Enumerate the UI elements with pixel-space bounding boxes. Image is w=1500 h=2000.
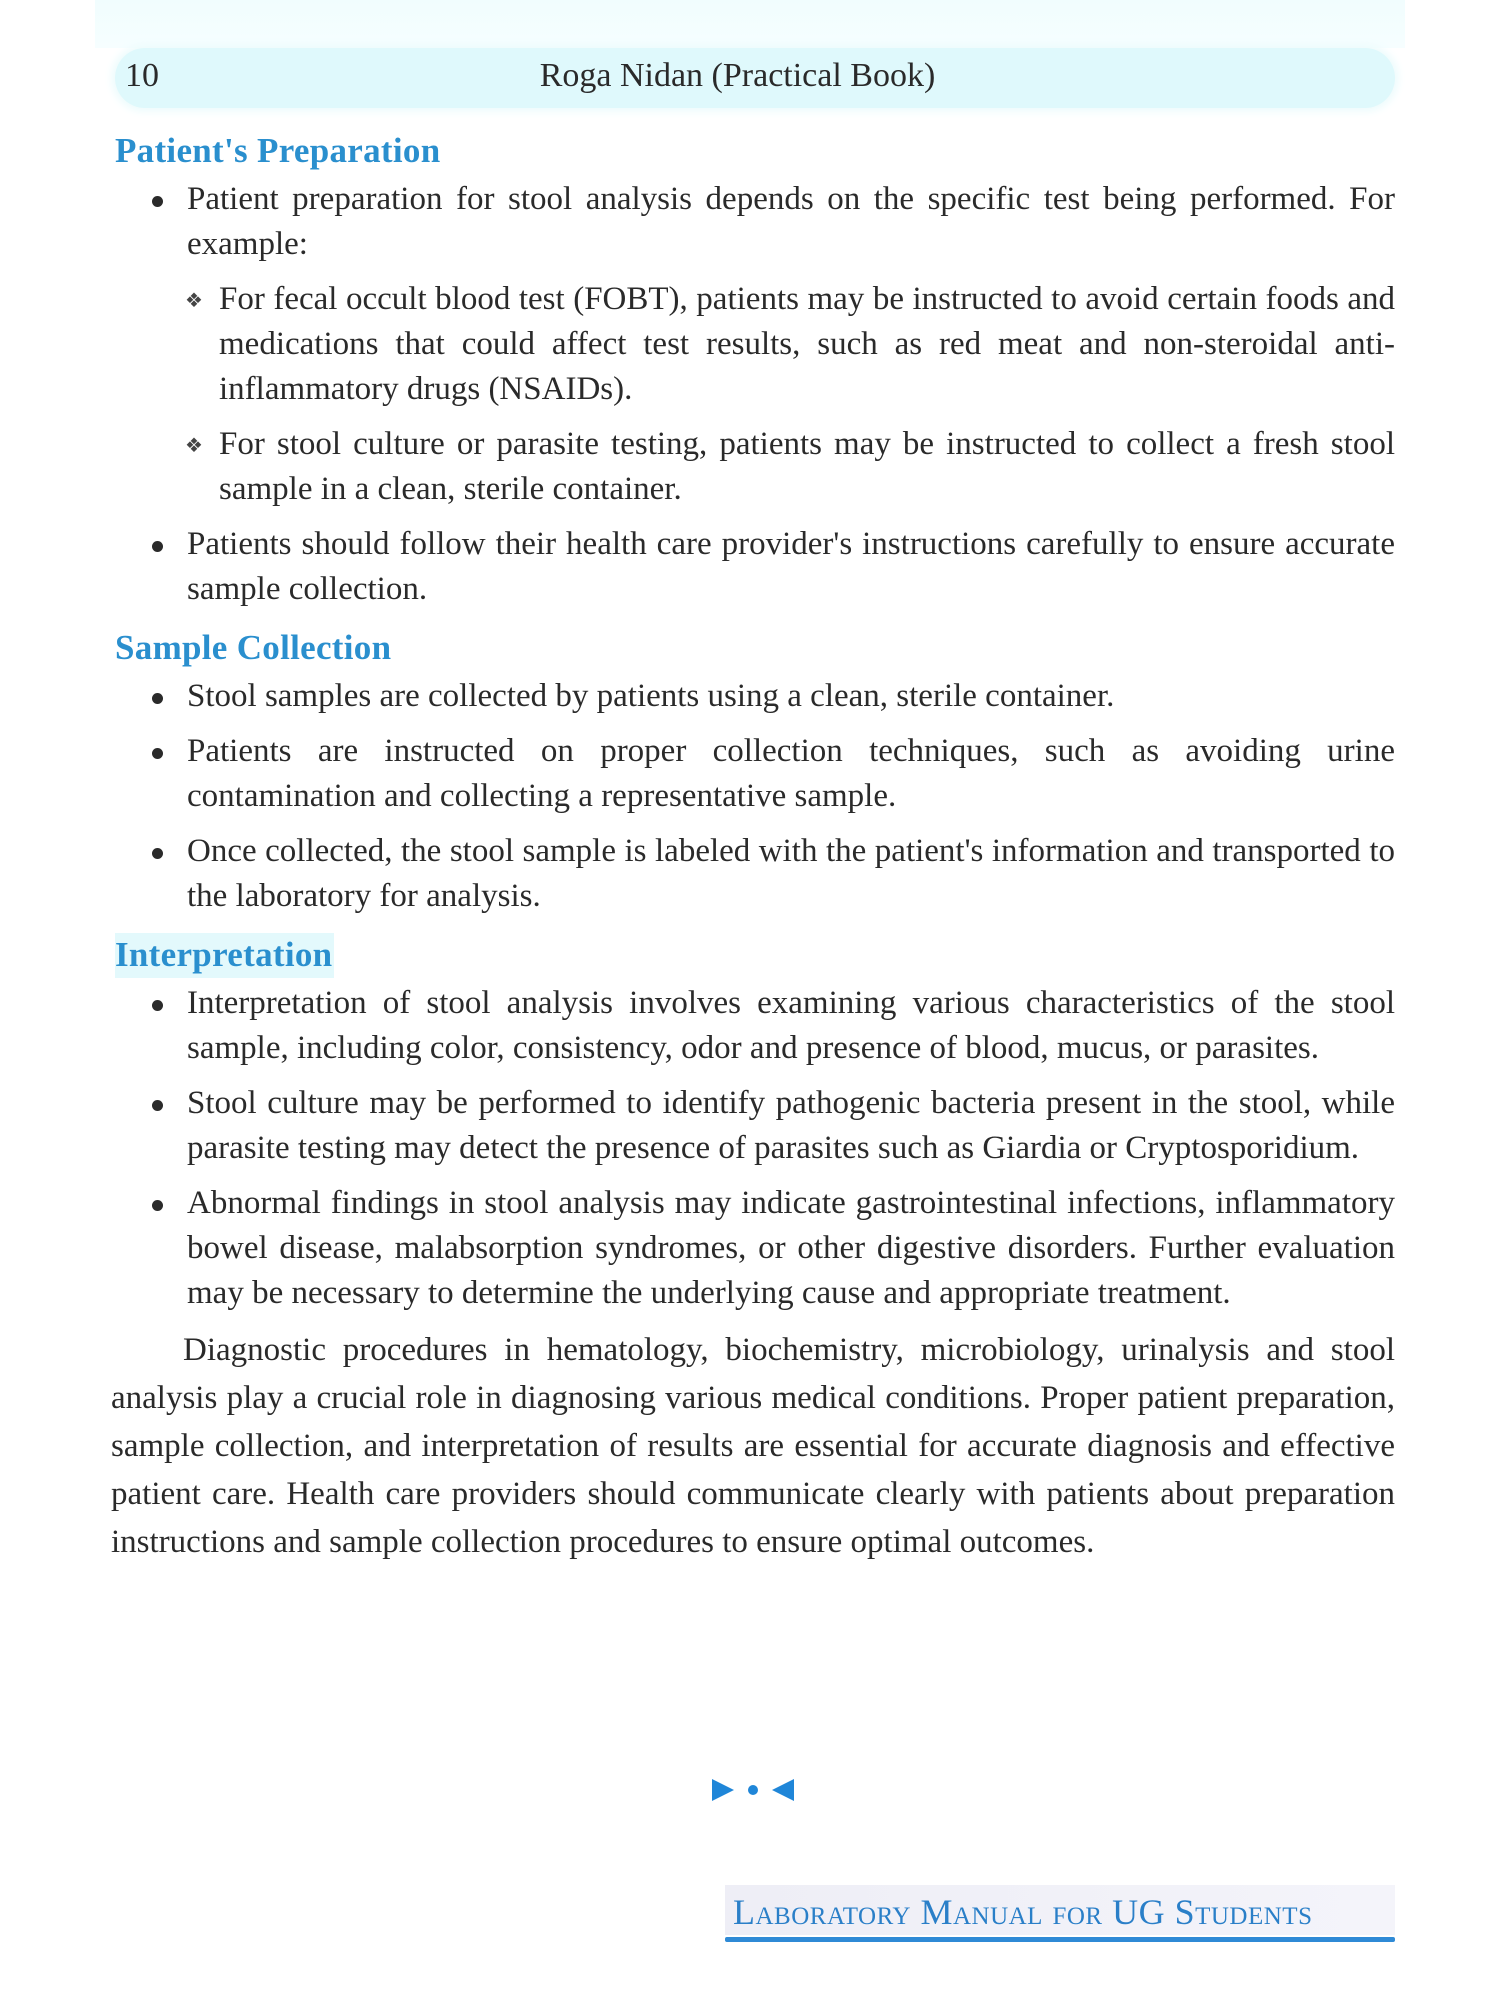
bullet-icon [152,1200,163,1211]
bullet-icon [152,693,163,704]
list-item [115,674,1395,719]
footer-rule [725,1937,1395,1942]
footer-text: Laboratory Manual for UG Students [733,1892,1313,1932]
list-item [115,1181,1395,1316]
list-item [115,981,1395,1071]
sample-collection-list [115,674,1395,919]
page-number: 10 [125,57,159,94]
running-head [115,48,1395,108]
closing-paragraph: Diagnostic procedures in hematology, biochemistry, microbiology, urinalysis and stool analysis play a crucial role in diagnosing various medical conditions. Proper patient preparation, sample collection, and interpretation of results are essential for accurate diagnosis and effective patient care. Health care providers should communicate clearly with patients about preparation instructions and sample collection procedures to ensure optimal outcomes. [111,1332,1395,1560]
patients-preparation-list [115,177,1395,612]
list-item [115,729,1395,819]
bullet-icon [152,1100,163,1111]
list-item [115,522,1395,612]
interpretation-list [115,981,1395,1316]
section-heading-sample-collection: Sample Collection [115,628,392,667]
list-item-text: Abnormal findings in stool analysis may indicate gastrointestinal infections, inflammatory bowel disease, malabsorption syndromes, or other digestive disorders. Further evaluation may be necessary to determine the underlying cause and appropriate treatment. [187,1185,1395,1311]
list-item-text: Patients should follow their health care provider's instructions carefully to ensure accurate sample collection. [187,526,1395,607]
diamond-bullet-icon: ❖ [185,435,203,457]
list-item-text: Once collected, the stool sample is labeled with the patient's information and transported to the laboratory for analysis. [187,833,1395,914]
list-item [115,829,1395,919]
sub-list [187,277,1395,512]
footer [725,1885,1395,1945]
bullet-icon [152,748,163,759]
list-item [115,1081,1395,1171]
sub-list-item [187,422,1395,512]
page-top-tint [95,0,1405,48]
bullet-icon [152,541,163,552]
list-item-text: Patient preparation for stool analysis depends on the specific test being performed. For example: [187,181,1395,262]
sub-list-item-text: For stool culture or parasite testing, patients may be instructed to collect a fresh stool sample in a clean, sterile container. [219,426,1395,507]
list-item-text: Stool culture may be performed to identify pathogenic bacteria present in the stool, while parasite testing may detect the presence of parasites such as Giardia or Cryptosporidium. [187,1085,1395,1166]
sub-list-item-text: For fecal occult blood test (FOBT), patients may be instructed to avoid certain foods and medications that could affect test results, such as red meat and non-steroidal anti-inflammatory drugs (NSAIDs). [219,281,1395,407]
list-item [115,177,1395,512]
list-item-text: Patients are instructed on proper collection techniques, such as avoiding urine contamination and collecting a representative sample. [187,733,1395,814]
list-item-text: Stool samples are collected by patients using a clean, sterile container. [187,678,1115,714]
section-heading-interpretation [115,929,1395,981]
sub-list-item [187,277,1395,412]
section-heading-interpretation-text: Interpretation [115,933,334,978]
page-content [111,125,1395,1566]
list-item-text: Interpretation of stool analysis involves examining various characteristics of the stool sample, including color, consistency, odor and presence of blood, mucus, or parasites. [187,985,1395,1066]
bullet-icon [152,1000,163,1011]
bullet-icon [152,848,163,859]
section-end-ornament-icon [708,1775,798,1805]
book-title: Roga Nidan (Practical Book) [539,57,936,94]
section-heading-patients-preparation: Patient's Preparation [115,131,441,170]
diamond-bullet-icon: ❖ [185,290,203,312]
bullet-icon [152,196,163,207]
